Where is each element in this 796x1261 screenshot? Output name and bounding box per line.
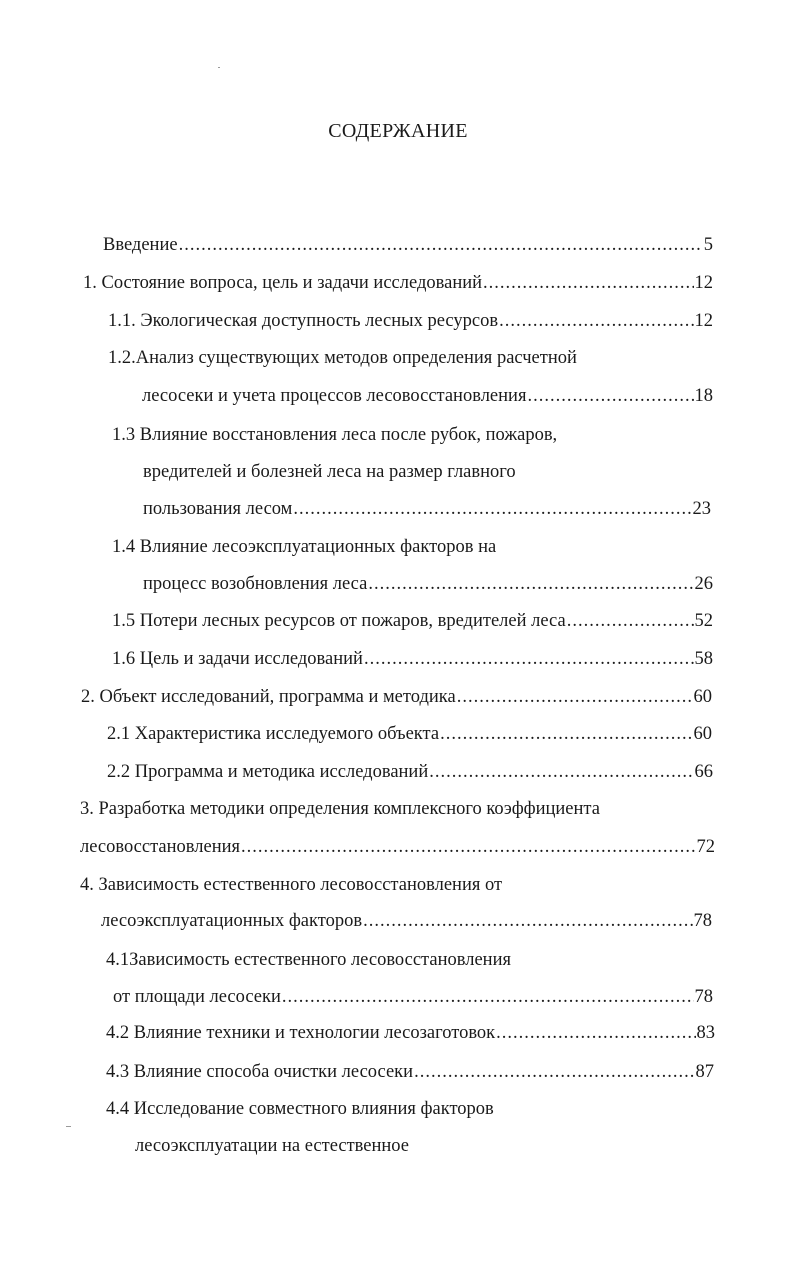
toc-entry-section-1 xyxy=(83,271,713,295)
toc-entry-section-4-1-cont xyxy=(113,985,713,1009)
dot-leader xyxy=(368,572,693,596)
toc-entry-section-4-1 xyxy=(106,948,511,972)
toc-entry-section-1-3-end xyxy=(143,497,711,521)
toc-page-number: 66 xyxy=(694,762,713,782)
toc-entry-text: 2.1 Характеристика исследуемого объекта xyxy=(107,724,440,744)
toc-page-number: 78 xyxy=(693,911,712,931)
scan-speck xyxy=(218,67,220,68)
toc-entry-section-1-6 xyxy=(112,647,713,671)
toc-page-number: 83 xyxy=(696,1023,715,1043)
toc-entry-text: лесоэксплуатации на естественное xyxy=(135,1136,409,1156)
toc-entry-section-3-cont xyxy=(80,835,715,859)
dot-leader xyxy=(457,685,693,709)
toc-page-number: 87 xyxy=(695,1062,714,1082)
toc-page-number: 5 xyxy=(703,235,713,255)
toc-entry-section-4-2 xyxy=(106,1021,715,1045)
toc-page-number: 60 xyxy=(693,724,712,744)
toc-entry-section-4-4 xyxy=(106,1097,494,1121)
toc-entry-section-1-2-cont xyxy=(142,384,713,408)
dot-leader xyxy=(440,722,692,746)
dot-leader xyxy=(496,1021,695,1045)
toc-page-number: 72 xyxy=(696,837,715,857)
toc-entry-text: 2.2 Программа и методика исследований xyxy=(107,762,429,782)
toc-page-number: 12 xyxy=(694,273,713,293)
toc-entry-text: 4.3 Влияние способа очистки лесосеки xyxy=(106,1062,414,1082)
dot-leader xyxy=(293,497,691,521)
toc-entry-text: Введение xyxy=(103,235,178,255)
toc-entry-section-4 xyxy=(80,873,502,897)
toc-entry-text: 2. Объект исследований, программа и методика xyxy=(81,687,456,707)
toc-page-number: 78 xyxy=(694,987,713,1007)
toc-entry-text: вредителей и болезней леса на размер главного xyxy=(143,462,516,482)
toc-entry-text: 1.1. Экологическая доступность лесных ресурсов xyxy=(108,311,499,331)
toc-entry-text: 4. Зависимость естественного лесовосстановления от xyxy=(80,875,503,895)
toc-entry-section-2 xyxy=(81,685,712,709)
toc-entry-text: 1.2.Анализ существующих методов определения расчетной xyxy=(108,348,577,368)
dot-leader xyxy=(282,985,694,1009)
dot-leader xyxy=(429,760,693,784)
toc-entry-section-1-1 xyxy=(108,309,713,333)
page-title: СОДЕРЖАНИЕ xyxy=(328,120,468,142)
toc-entry-section-4-3 xyxy=(106,1060,714,1084)
toc-entry-text: 4.4 Исследование совместного влияния факторов xyxy=(106,1099,494,1119)
toc-entry-text: 4.1Зависимость естественного лесовосстановления xyxy=(106,950,511,970)
dot-leader xyxy=(414,1060,694,1084)
toc-page-number: 60 xyxy=(693,687,712,707)
toc-entry-text: 1. Состояние вопроса, цель и задачи исследований xyxy=(83,273,483,293)
toc-entry-section-4-cont xyxy=(101,909,712,933)
toc-entry-section-1-4-cont xyxy=(143,572,713,596)
toc-entry-text: лесоэксплуатационных факторов xyxy=(101,911,363,931)
toc-page-number: 26 xyxy=(694,574,713,594)
toc-entry-section-2-1 xyxy=(107,722,712,746)
toc-entry-text: 1.6 Цель и задачи исследований xyxy=(112,649,363,669)
toc-entry-text: 1.3 Влияние восстановления леса после рубок, пожаров, xyxy=(112,425,558,445)
toc-entry-text: 1.5 Потери лесных ресурсов от пожаров, вредителей леса xyxy=(112,611,566,631)
toc-page-number: 23 xyxy=(692,499,711,519)
dot-leader xyxy=(483,271,693,295)
toc-entry-section-1-2 xyxy=(108,346,577,370)
toc-entry-section-4-4-cont xyxy=(135,1134,409,1158)
toc-entry-intro xyxy=(103,233,713,257)
toc-entry-text: лесосеки и учета процессов лесовосстановления xyxy=(142,386,527,406)
toc-entry-text: 3. Разработка методики определения комплексного коэффициента xyxy=(80,799,600,819)
dot-leader xyxy=(241,835,695,859)
toc-entry-section-1-4 xyxy=(112,535,496,559)
dot-leader xyxy=(179,233,703,257)
toc-entry-section-1-5 xyxy=(112,609,713,633)
toc-entry-text: процесс возобновления леса xyxy=(143,574,368,594)
toc-entry-section-1-3-cont xyxy=(143,460,516,484)
toc-entry-text: 1.4 Влияние лесоэксплуатационных факторов на xyxy=(112,537,497,557)
toc-page-number: 12 xyxy=(694,311,713,331)
dot-leader xyxy=(527,384,693,408)
toc-entry-section-3 xyxy=(80,797,600,821)
dot-leader xyxy=(364,647,694,671)
toc-entry-section-1-3 xyxy=(112,423,557,447)
dot-leader xyxy=(363,909,692,933)
toc-entry-text: лесовосстановления xyxy=(80,837,241,857)
toc-page-number: 18 xyxy=(694,386,713,406)
dot-leader xyxy=(499,309,693,333)
toc-entry-text: 4.2 Влияние техники и технологии лесозаготовок xyxy=(106,1023,496,1043)
toc-entry-section-2-2 xyxy=(107,760,713,784)
scan-speck xyxy=(66,1126,71,1127)
dot-leader xyxy=(567,609,694,633)
toc-entry-text: пользования лесом xyxy=(143,499,293,519)
toc-page-number: 58 xyxy=(694,649,713,669)
toc-entry-text: от площади лесосеки xyxy=(113,987,281,1007)
toc-page-number: 52 xyxy=(694,611,713,631)
